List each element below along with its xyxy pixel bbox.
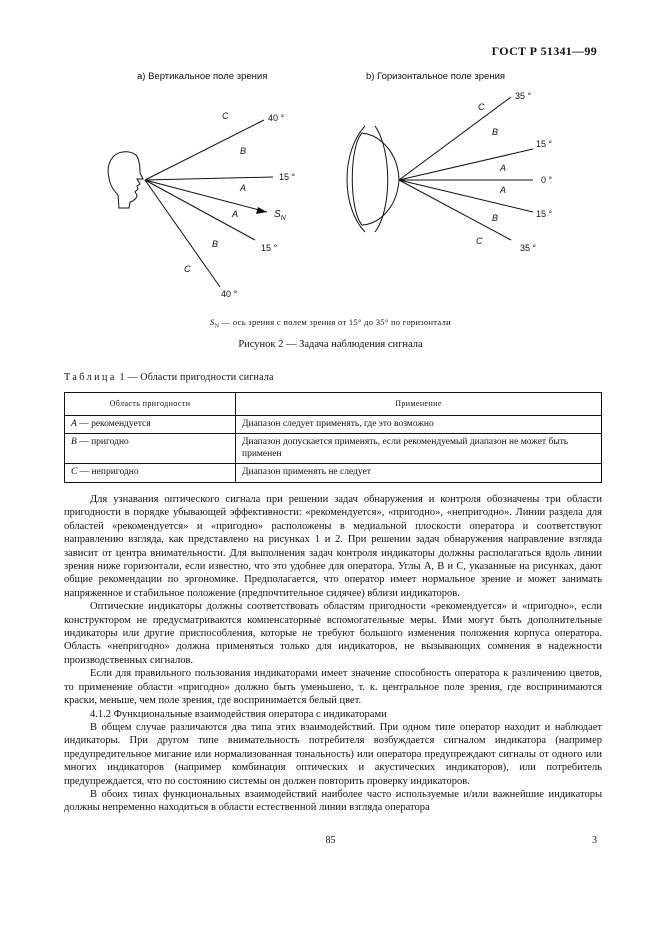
head-profile-icon xyxy=(108,152,143,208)
table-row xyxy=(65,434,602,464)
vertical-field-diagram xyxy=(108,120,273,287)
visual-field-figure xyxy=(0,0,661,320)
section-heading: 4.1.2 Функциональные взаимодействия оператора с индикаторами xyxy=(90,708,387,720)
zone-letter: A xyxy=(232,209,239,219)
standard-header: ГОСТ Р 51341—99 xyxy=(491,44,597,58)
paragraph: В общем случае различаются два типа этих взаимодействий. При одном типе оператор находит и наблюдает индикаторы. При другом типе внимательность потребителя возбуждается сигналом индикатора (например предупредительное мигание или нормализованная тональность) или оператора предупреждают сигналы от одного или многих индикаторов (например комбинация оптических и акустических индикаторов), или потребитель предупреждается, что по состоянию системы он должен повторить проверку индикаторов. xyxy=(64,721,602,787)
paragraph: Оптические индикаторы должны соответствовать областям пригодности «рекомендуется» и «пригодно», если конструктором не предусматриваются компенсаторные вспомогательные меры. Ими могут быть дополнительные индикаторы или другие приспособления, которые не требуют большого изменения положения корпуса оператора. Область «непригодно» должна применяться только для индикаторов, не вызывающих сомнения в надежности производственных сигналов. xyxy=(64,601,602,666)
table-row xyxy=(65,416,602,434)
figure-caption-vertical: а) Вертикальное поле зрения xyxy=(137,71,268,82)
zone-letter: C xyxy=(478,102,485,112)
zone-letter: A xyxy=(500,163,507,173)
page-number: 85 xyxy=(325,835,336,846)
paragraph: В обоих типах функциональных взаимодействий наиболее часто используемые и/или важнейшие индикаторы должны непременно находиться в области естественной линии взгляда оператора xyxy=(64,788,602,814)
zone-letter: B xyxy=(492,213,499,223)
page-number-corner: 3 xyxy=(592,835,597,846)
angle-label: 15 ° xyxy=(536,139,553,149)
figure-caption-horizontal: b) Горизонтальное поле зрения xyxy=(366,71,506,82)
zone-letter: C xyxy=(184,264,191,274)
angle-label: 40 ° xyxy=(268,113,285,123)
head-top-view-icon xyxy=(352,133,399,225)
zone-letter: B xyxy=(212,239,219,249)
usage-cell: Диапазон применять не следует xyxy=(236,464,602,482)
suitability-table xyxy=(64,392,602,483)
angle-label: 40 ° xyxy=(221,289,238,299)
angle-label: 15 ° xyxy=(279,172,296,182)
angle-label: 35 ° xyxy=(520,243,537,253)
paragraph: Для узнавания оптического сигнала при решении задач обнаружения и контроля обозначены три области пригодности в порядке убывающей эффективности: «рекомендуется», «пригодно», «непригодно». Линии раздела для областей «рекомендуется» и «пригодно» расположены в медиальной плоскости оператора и соответствуют направлению взгляда, как представлено на рисунках 1 и 2. При решении задач обнаружения направление взгляда зависит от центра внимательности. Для выполнения задач контроля индикаторы должны располагаться вдоль линии зрения ниже горизонтали, если известно, что это удобнее для оператора. Углы A, B и C, указанные на рисунках, дают общие рекомендации по эргономике. Предполагается, что оператор имеет нормальное зрение и может занимать напряженное и стабильное положение (предпочтительное сидячее) вблизи индикаторов. xyxy=(64,494,602,599)
usage-cell: Диапазон допускается применять, если рекомендуемый диапазон не может быть применен xyxy=(236,434,602,464)
zone-letter: B xyxy=(240,146,247,156)
figure-caption: Рисунок 2 — Задача наблюдения сигнала xyxy=(238,339,423,350)
column-header: Применение xyxy=(236,393,602,416)
column-header: Область пригодности xyxy=(65,393,236,416)
table-title: Таблица 1 — Области пригодности сигнала xyxy=(64,372,274,383)
angle-label: 35 ° xyxy=(515,91,532,101)
angle-label: 15 ° xyxy=(536,209,553,219)
zone-letter: C xyxy=(476,236,483,246)
usage-cell: Диапазон следует применять, где это возможно xyxy=(236,416,602,434)
zone-cell: A — рекомендуется xyxy=(65,416,236,434)
zone-letter: A xyxy=(500,185,507,195)
zone-cell: B — пригодно xyxy=(65,434,236,464)
zone-cell: C — непригодно xyxy=(65,464,236,482)
sight-axis-label: $S_N$ xyxy=(274,209,286,222)
zone-letter: B xyxy=(492,127,499,137)
table-row xyxy=(65,464,602,482)
figure-note: $S_N$ — ось зрения с полем зрения от 15° до 35° по горизонтали xyxy=(210,317,451,330)
zone-letter: A xyxy=(240,183,247,193)
paragraph: Если для правильного пользования индикаторами имеет значение способность оператора к различению цветов, то применение области «пригодно» должно быть уменьшено, т. к. центральное поле зрения, где воспринимаются краски, меньше, чем поле зрения, где воспринимается белый цвет. xyxy=(64,668,602,707)
angle-label: 15 ° xyxy=(261,243,278,253)
zone-letter: C xyxy=(222,111,229,121)
angle-label: 0 ° xyxy=(541,175,553,185)
body-text xyxy=(64,493,602,815)
